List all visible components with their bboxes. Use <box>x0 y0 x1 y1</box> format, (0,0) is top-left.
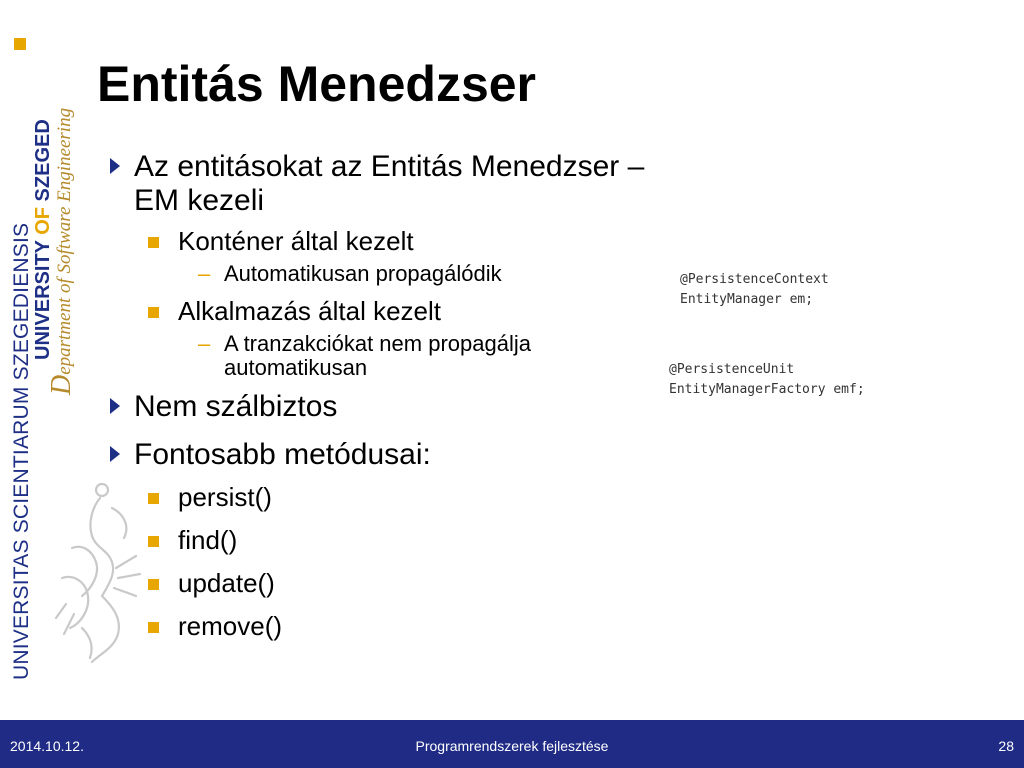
footer-bar <box>0 720 1024 768</box>
slide-title: Entitás Menedzser <box>97 56 537 112</box>
sub-bullet-item <box>100 568 660 598</box>
square-bullet-icon <box>148 622 159 633</box>
square-bullet-icon <box>148 237 159 248</box>
bullet-text: Fontosabb metódusai: <box>134 438 431 471</box>
footer-date: 2014.10.12. <box>10 738 84 754</box>
bullet-arrow-icon <box>110 398 120 414</box>
sub-bullet-item <box>100 226 660 256</box>
bullet-item <box>100 390 660 424</box>
sub-bullet-item <box>100 525 660 555</box>
sub-bullet-item <box>100 611 660 641</box>
page-number: 28 <box>998 738 1014 754</box>
dash-bullet-icon: – <box>198 331 211 356</box>
department-name <box>46 108 78 395</box>
bullet-text: Az entitásokat az Entitás Menedzser – EM kezeli <box>134 150 645 217</box>
university-latin-name: UNIVERSITAS SCIENTIARUM SZEGEDIENSIS <box>10 222 33 680</box>
square-bullet-icon <box>148 579 159 590</box>
sub-sub-bullet-text: A tranzakciókat nem propagálja automatikusan <box>224 331 531 380</box>
sub-bullet-text: Alkalmazás által kezelt <box>178 296 441 326</box>
square-bullet-icon <box>148 493 159 504</box>
university-name-part1: UNIVERSITY <box>32 234 54 360</box>
sub-bullet-text: Konténer által kezelt <box>178 226 414 256</box>
bullet-text: Nem szálbiztos <box>134 390 338 423</box>
sub-bullet-item <box>100 482 660 512</box>
sub-bullet-item <box>100 296 660 326</box>
bullet-arrow-icon <box>110 158 120 174</box>
code-snippet-persistence-context: @PersistenceContext EntityManager em; <box>680 272 829 307</box>
corner-square-decoration <box>14 38 26 50</box>
code-snippet-persistence-unit: @PersistenceUnit EntityManagerFactory emf; <box>669 362 865 397</box>
bullet-item <box>100 150 660 218</box>
dash-bullet-icon: – <box>198 261 211 286</box>
sub-bullet-text: find() <box>178 525 238 555</box>
sub-sub-bullet-text: Automatikusan propagálódik <box>224 261 502 286</box>
bullet-list <box>100 150 660 641</box>
department-initial: D <box>46 374 77 395</box>
department-name-rest: epartment of Software Engineering <box>54 107 75 375</box>
bullet-item <box>100 438 660 472</box>
square-bullet-icon <box>148 307 159 318</box>
sub-sub-bullet-item <box>100 332 624 380</box>
university-name-of: OF <box>32 207 54 235</box>
sub-bullet-text: remove() <box>178 611 283 641</box>
bullet-arrow-icon <box>110 446 120 462</box>
footer-course-title: Programrendszerek fejlesztése <box>415 738 609 754</box>
sub-bullet-text: update() <box>178 568 275 598</box>
square-bullet-icon <box>148 536 159 547</box>
university-name-part2: SZEGED <box>32 119 54 207</box>
sub-sub-bullet-item <box>100 262 660 286</box>
sub-bullet-text: persist() <box>178 482 272 512</box>
